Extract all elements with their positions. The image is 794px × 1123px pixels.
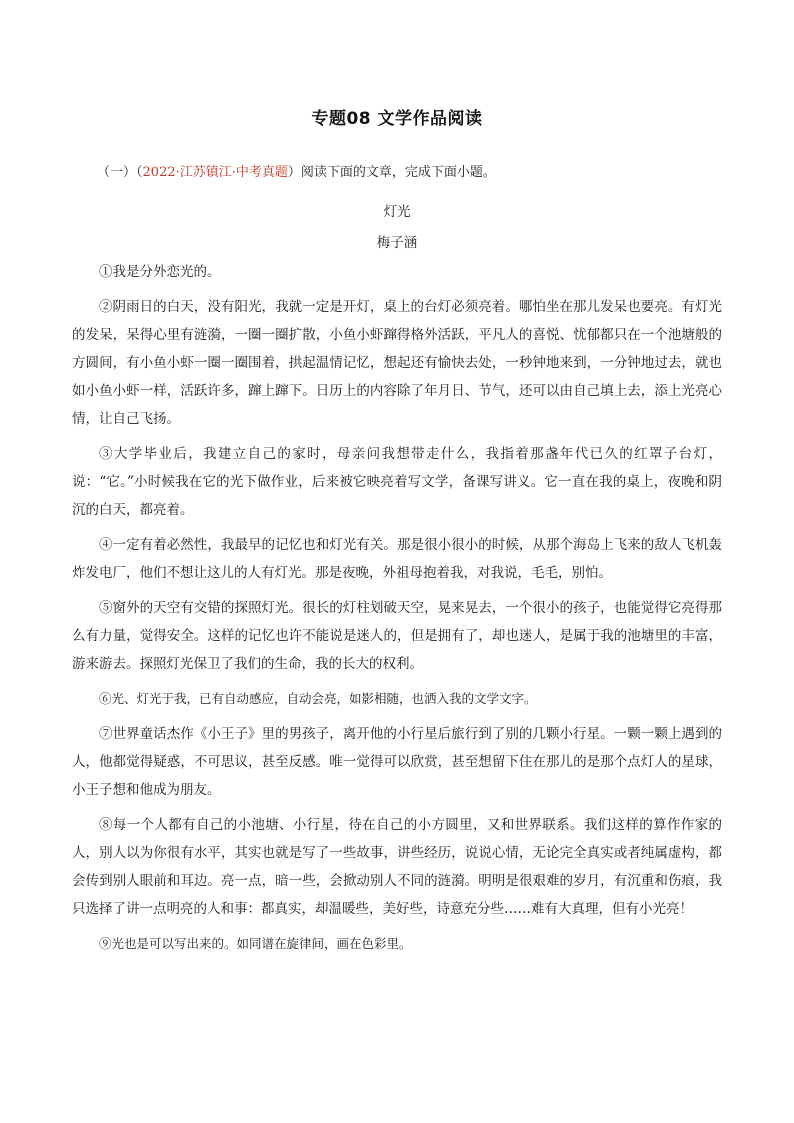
instruction-text: 阅读下面的文章，完成下面小题。 xyxy=(300,165,496,180)
paragraph-9: ⑨光也是可以写出来的。如同谱在旋律间，画在色彩里。 xyxy=(99,936,412,951)
paragraph-1: ①我是分外恋光的。 xyxy=(99,264,221,280)
page-title: 专题08 文学作品阅读 xyxy=(311,109,483,129)
paragraph-8: ⑧每一个人都有自己的小池塘、小行星，待在自己的小方圆里，又和世界联系。我们这样的算作作家的人，别人以为你很有水平，其实也就是写了一些故事，讲些经历，说说心情，无论完全真实或者纯属虚构，都会传到别人眼前和耳边。亮一点，暗一些，会掀动别人不同的涟漪。明明是很艰难的岁月，有沉重和伤痕，我只选择了讲一点明亮的人和事：都真实，却温暖些，美好些，诗意充分些……难有大真理，但有小光亮！ xyxy=(72,817,722,917)
paragraph-6: ⑥光、灯光于我，已有自动感应，自动会亮，如影相随，也洒入我的文学文字。 xyxy=(99,691,537,706)
paragraph-4: ④一定有着必然性，我最早的记忆也和灯光有关。那是很小很小的时候，从那个海岛上飞来的敌人飞机轰炸发电厂，他们不想让这儿的人有灯光。那是夜晚，外祖母抱着我，对我说，毛毛，别怕。 xyxy=(72,537,722,581)
paragraph-7: ⑦世界童话杰作《小王子》里的男孩子，离开他的小行星后旅行到了别的几颗小行星。一颗一颗上遇到的人，他都觉得疑惑，不可思议，甚至反感。唯一觉得可以欣赏，甚至想留下住在那儿的是那个点灯人的星球，小王子想和他成为朋友。 xyxy=(72,726,722,798)
exam-source: 2022·江苏镇江·中考真题 xyxy=(142,165,288,180)
section-number: （一） xyxy=(97,165,137,180)
source-close-paren: ） xyxy=(287,165,301,180)
paragraph-3: ③大学毕业后，我建立自己的家时，母亲问我想带走什么，我指着那盏年代已久的红罩子台灯，说：“它。”小时候我在它的光下做作业，后来被它映亮着写文学，备课写讲义。它一直在我的桌上，夜晚和阴沉的白天，都亮着。 xyxy=(72,446,722,518)
article-author: 梅子涵 xyxy=(376,235,418,251)
article-title: 灯光 xyxy=(383,204,411,220)
paragraph-2: ②阴雨日的白天，没有阳光，我就一定是开灯，桌上的台灯必须亮着。哪怕坐在那儿发呆也要亮。有灯光的发呆，呆得心里有涟漪，一圈一圈扩散，小鱼小虾蹿得格外活跃，平凡人的喜悦、忧郁都只在一个池塘般的方圆间，有小鱼小虾一圈一圈围着，拱起温情记忆，想起还有愉快去处，一秒钟地来到，一分钟地过去，就也如小鱼小虾一样，活跃许多，蹿上蹿下。日历上的内容除了年月日、节气，还可以由自己填上去，添上光亮心情，让自己飞扬。 xyxy=(72,299,722,427)
source-open-paren: （ xyxy=(136,165,143,180)
article-body xyxy=(72,258,722,965)
paragraph-5: ⑤窗外的天空有交错的探照灯光。很长的灯柱划破天空，晃来晃去，一个很小的孩子，也能觉得它亮得那么有力量，觉得安全。这样的记忆也许不能说是迷人的，但是拥有了，却也迷人，是属于我的池塘里的丰富，游来游去。探照灯光保卫了我们的生命，我的长大的权利。 xyxy=(72,600,722,672)
question-intro xyxy=(97,163,496,183)
